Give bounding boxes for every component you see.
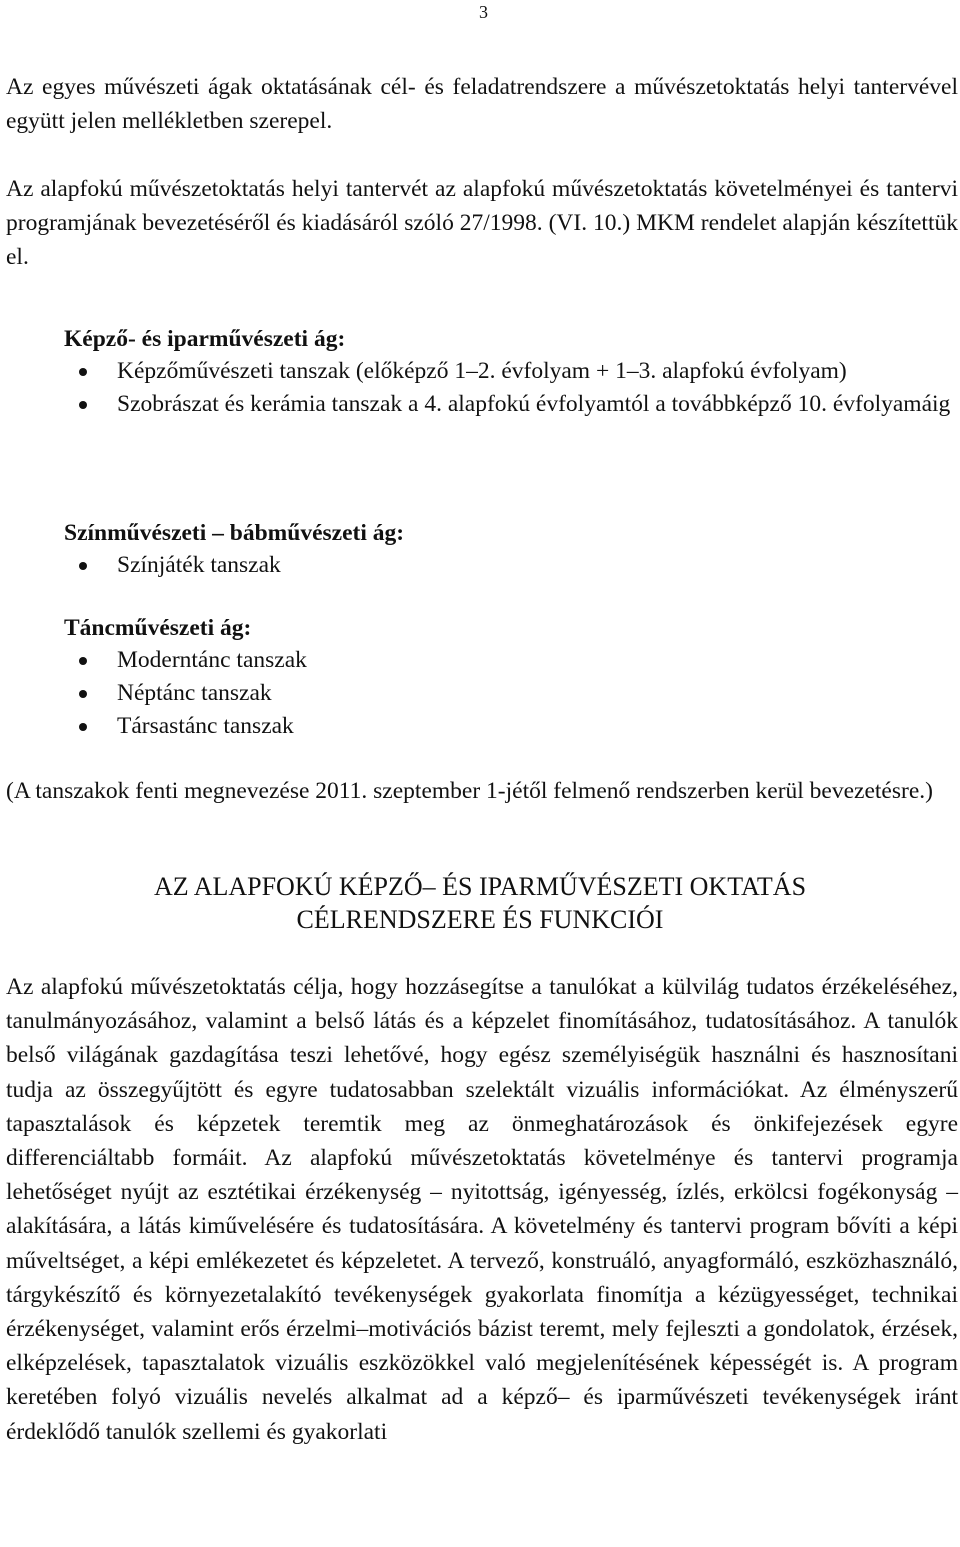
branch-list-kepzo: [64, 355, 954, 421]
section-title: [0, 870, 960, 936]
list-item: [64, 549, 954, 582]
list-item: [64, 355, 954, 388]
bullet-icon: [79, 657, 87, 665]
list-item: [64, 388, 954, 421]
section-title-line-2: CÉLRENDSZERE ÉS FUNKCIÓI: [296, 905, 664, 934]
bullet-icon: [79, 562, 87, 570]
list-item: [64, 677, 954, 710]
note-paragraph: (A tanszakok fenti megnevezése 2011. szeptember 1-jétől felmenő rendszerben kerül bevezetésre.): [6, 778, 933, 804]
page-number: 3: [479, 2, 488, 22]
list-item-text: Moderntánc tanszak: [117, 647, 307, 673]
list-item-text: Képzőművészeti tanszak (előképző 1–2. évfolyam + 1–3. alapfokú évfolyam): [117, 358, 847, 384]
branch-list-szinmu: [64, 549, 954, 582]
list-item: [64, 710, 954, 743]
list-item-text: Társastánc tanszak: [117, 713, 294, 739]
bullet-icon: [79, 690, 87, 698]
bullet-icon: [79, 401, 87, 409]
branch-heading-szinmu: Színművészeti – bábművészeti ág:: [64, 520, 405, 546]
branch-heading-tanc: Táncművészeti ág:: [64, 615, 252, 641]
section-body-paragraph: Az alapfokú művészetoktatás célja, hogy hozzásegítse a tanulókat a külvilág tudatos érzékeléséhez, tanulmányozásához, valamint a belső látás és a képzelet finomításához, tudatosításához. A tanulók belső világának gazdagítása teszi lehetővé, hogy egész személyiségük használni és hasznosítani tudja az összegyűjtött és egyre tudatosabban szelektált vizuális információkat. Az élményszerű tapasztalások és képzetek teremtik meg az önmeghatározások és önkifejezések egyre differenciáltabb formáit. Az alapfokú művészetoktatás követelménye és tantervi programja lehetőséget nyújt az esztétikai érzékenység – nyitottság, igényesség, ízlés, erkölcsi fogékonyság – alakítására, a látás kiművelésére és tudatosítására. A követelmény és tantervi program bővíti a képi műveltséget, a képi emlékezetet és képzeletet. A tervező, konstruáló, anyagformáló, eszközhasználó, tárgykészítő és környezetalakító tevékenységek gyakorlata finomítja a kézügyességet, technikai érzékenységet, valamint erős érzelmi–motivációs bázist teremt, mely fejleszti a gondolatok, érzések, elképzelések, tapasztalatok vizuális eszközökkel való megjelenítésének képességét is. A program keretében folyó vizuális nevelés alkalmat ad a képző– és iparművészeti tevékenységek iránt érdeklődő tanulók szellemi és gyakorlati: [6, 974, 958, 1445]
intro-paragraph-1: Az egyes művészeti ágak oktatásának cél- és feladatrendszere a művészetoktatás helyi tantervével együtt jelen mellékletben szerepel.: [6, 74, 958, 134]
list-item-text: Szobrászat és kerámia tanszak a 4. alapfokú évfolyamtól a továbbképző 10. évfolyamáig: [117, 391, 951, 417]
branch-list-tanc: [64, 644, 954, 743]
section-title-line-1: AZ ALAPFOKÚ KÉPZŐ– ÉS IPARMŰVÉSZETI OKTATÁS: [153, 872, 807, 901]
bullet-icon: [79, 723, 87, 731]
list-item-text: Néptánc tanszak: [117, 680, 272, 706]
list-item: [64, 644, 954, 677]
bullet-icon: [79, 368, 87, 376]
branch-heading-kepzo: Képző- és iparművészeti ág:: [64, 326, 346, 352]
intro-paragraph-2: Az alapfokú művészetoktatás helyi tantervét az alapfokú művészetoktatás követelményei és tantervi programjának bevezetéséről és kiadásáról szóló 27/1998. (VI. 10.) MKM rendelet alapján készítettük el.: [6, 176, 958, 270]
list-item-text: Színjáték tanszak: [117, 552, 281, 578]
